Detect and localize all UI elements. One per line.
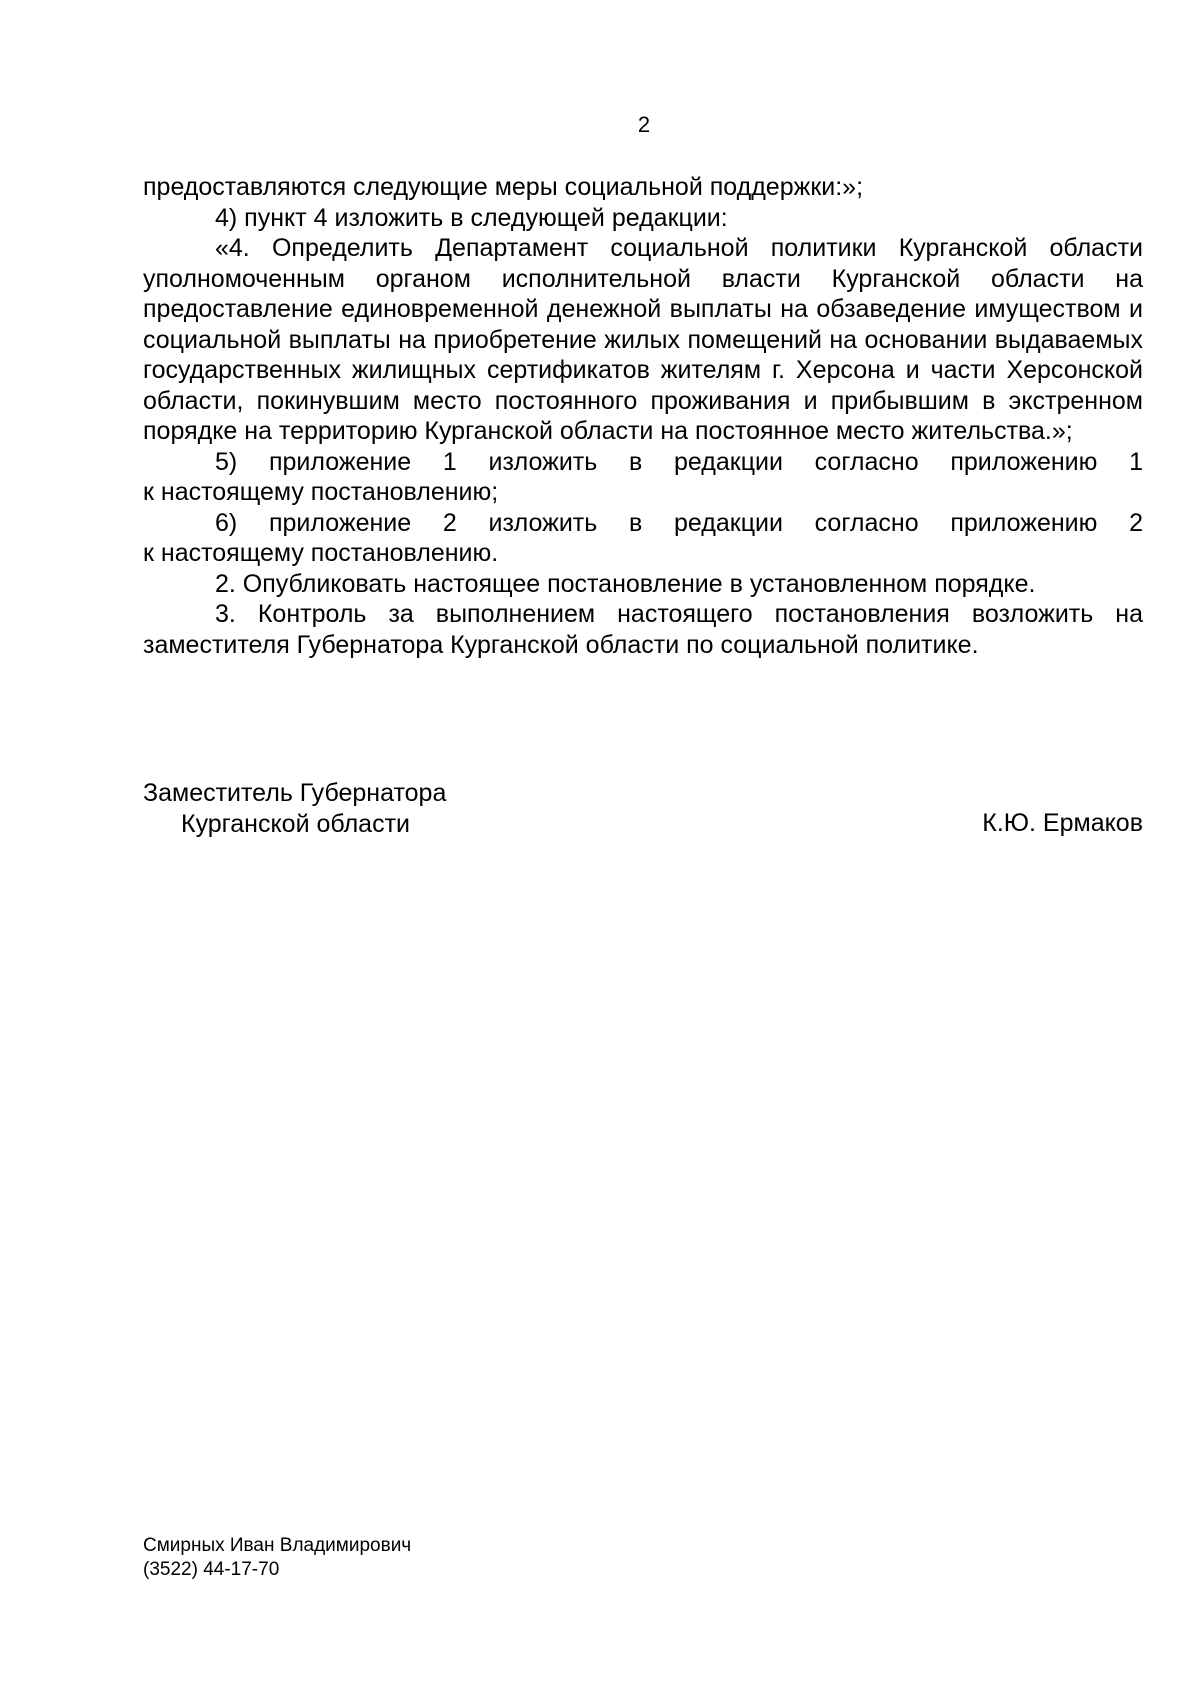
signatory-position-line-2: Курганской области xyxy=(181,809,411,838)
signatory-name: К.Ю. Ермаков xyxy=(982,809,1143,837)
signatory-position xyxy=(143,778,446,839)
paragraph-new-point-4: «4. Определить Департамент социальной политики Курганской области уполномоченным органом исполнительной власти Курганской области на предоставление единовременной денежной выплаты на обзаведение имуществом и социальной выплаты на приобретение жилых помещений на основании выдаваемых государственных жилищных сертификатов жителям г. Херсона и части Херсонской области, покинувшим место постоянного проживания и прибывшим в экстренном порядке на территорию Курганской области на постоянное место жительства.»; xyxy=(143,234,1143,445)
paragraph-publish: 2. Опубликовать настоящее постановление в установленном порядке. xyxy=(215,569,1036,598)
paragraph-item-6 xyxy=(143,508,1143,569)
paragraph-control: 3. Контроль за выполнением настоящего постановления возложить на заместителя Губернатора Курганской области по социальной политике. xyxy=(143,600,1143,659)
paragraph-item-5-line-2: к настоящему постановлению; xyxy=(143,478,499,506)
paragraph-item-4: 4) пункт 4 изложить в следующей редакции: xyxy=(215,203,728,232)
page-number: 2 xyxy=(637,112,651,137)
paragraph-continuation: предоставляются следующие меры социальной поддержки:»; xyxy=(143,173,864,201)
paragraph-item-6-line-1: 6) приложение 2 изложить в редакции согласно приложению 2 xyxy=(215,508,1143,537)
paragraph-item-6-line-2: к настоящему постановлению. xyxy=(143,539,499,567)
executor-block xyxy=(143,1534,411,1582)
executor-phone: (3522) 44-17-70 xyxy=(143,1559,280,1580)
executor-name: Смирных Иван Владимирович xyxy=(143,1535,412,1556)
signatory-position-line-1: Заместитель Губернатора xyxy=(143,779,447,807)
paragraph-item-5 xyxy=(143,447,1143,508)
paragraph-item-5-line-1: 5) приложение 1 изложить в редакции согласно приложению 1 xyxy=(215,447,1143,476)
document-body xyxy=(143,172,1143,660)
